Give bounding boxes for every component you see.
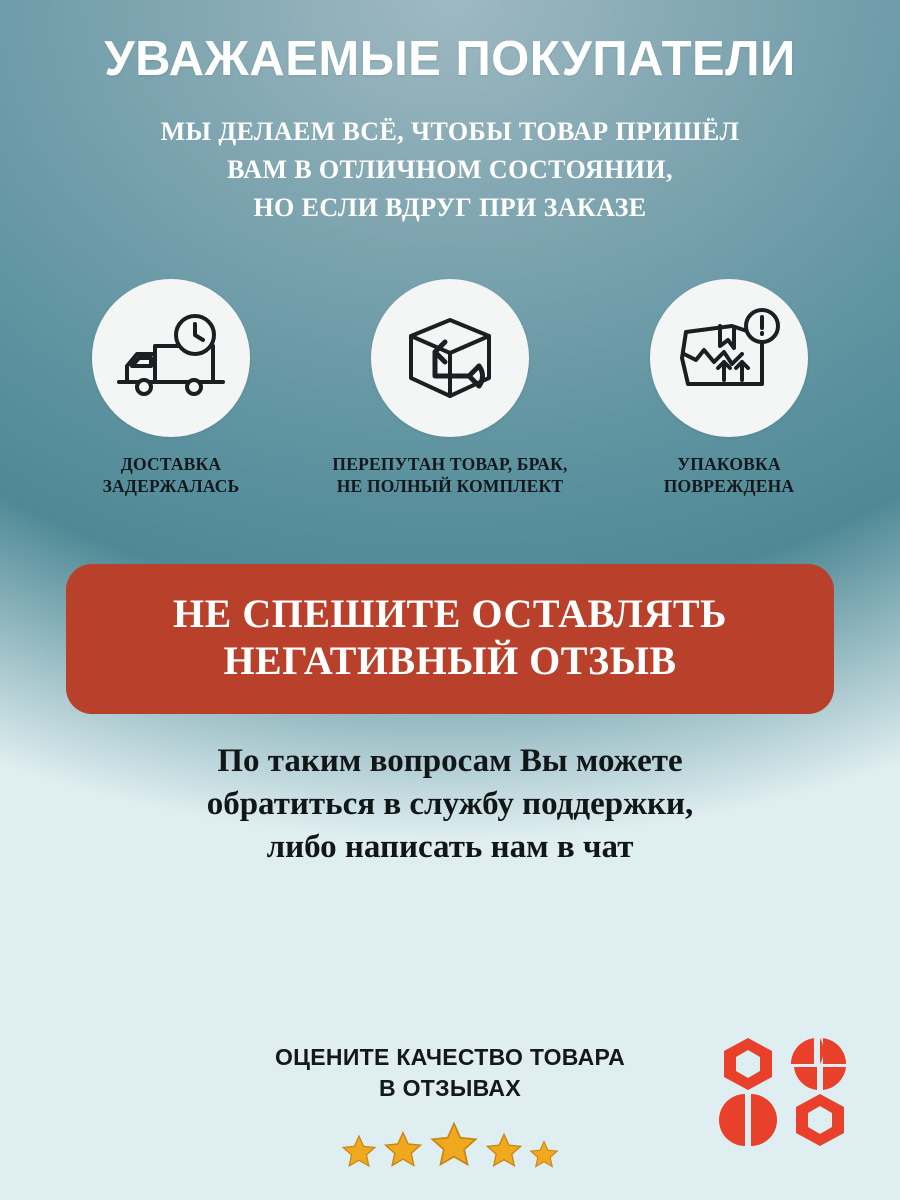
issue-icon-circle bbox=[92, 279, 250, 437]
issue-caption bbox=[103, 453, 240, 499]
issue-icon-row bbox=[40, 279, 860, 499]
issue-icon-circle bbox=[650, 279, 808, 437]
warning-banner bbox=[66, 564, 834, 714]
issue-caption-line-2: ЗАДЕРЖАЛАСЬ bbox=[102, 476, 240, 497]
issue-caption-line-2: ПОВРЕЖДЕНА bbox=[663, 476, 795, 497]
warning-banner-line-1: НЕ СПЕШИТЕ ОСТАВЛЯТЬ bbox=[173, 591, 727, 636]
subheading-line-3: НО ЕСЛИ ВДРУГ ПРИ ЗАКАЗЕ bbox=[253, 192, 647, 222]
support-line-2: обратиться в службу поддержки, bbox=[206, 786, 694, 823]
issue-caption-line-2: НЕ ПОЛНЫЙ КОМПЛЕКТ bbox=[336, 476, 564, 497]
rate-line-1: ОЦЕНИТЕ КАЧЕСТВО ТОВАРА bbox=[274, 1043, 626, 1070]
warning-banner-line-2: НЕГАТИВНЫЙ ОТЗЫВ bbox=[223, 638, 677, 684]
star-icon[interactable] bbox=[382, 1128, 424, 1170]
damaged-package-warning-icon bbox=[670, 306, 788, 410]
subheading-line-1: МЫ ДЕЛАЕМ ВСЁ, ЧТОБЫ ТОВАР ПРИШЁЛ bbox=[160, 117, 740, 147]
issue-caption-line-1: ПЕРЕПУТАН ТОВАР, БРАК, bbox=[332, 453, 568, 474]
rate-call-to-action bbox=[275, 1042, 625, 1104]
box-return-arrows-icon bbox=[391, 306, 509, 410]
page-title: УВАЖАЕМЫЕ ПОКУПАТЕЛИ bbox=[104, 32, 796, 86]
issue-caption bbox=[664, 453, 795, 499]
issue-caption-line-1: УПАКОВКА bbox=[677, 453, 781, 474]
star-icon[interactable] bbox=[528, 1138, 560, 1170]
truck-clock-icon bbox=[111, 308, 231, 408]
issue-caption bbox=[332, 453, 567, 499]
star-icon[interactable] bbox=[340, 1132, 378, 1170]
issue-item-damaged-packaging bbox=[598, 279, 860, 499]
issue-item-wrong-or-defective bbox=[319, 279, 581, 499]
issue-item-delivery-delayed bbox=[40, 279, 302, 499]
star-icon[interactable] bbox=[428, 1118, 480, 1170]
rate-line-2: В ОТЗЫВАХ bbox=[379, 1074, 521, 1101]
brand-logo bbox=[714, 1032, 854, 1152]
support-line-3: либо написать нам в чат bbox=[266, 829, 634, 866]
star-rating[interactable] bbox=[340, 1118, 560, 1170]
subheading bbox=[161, 113, 740, 226]
support-line-1: По таким вопросам Вы можете bbox=[217, 743, 683, 780]
issue-caption-line-1: ДОСТАВКА bbox=[120, 453, 222, 474]
subheading-line-2: ВАМ В ОТЛИЧНОМ СОСТОЯНИИ, bbox=[227, 155, 673, 185]
issue-icon-circle bbox=[371, 279, 529, 437]
support-instructions bbox=[207, 740, 694, 869]
star-icon[interactable] bbox=[484, 1130, 524, 1170]
